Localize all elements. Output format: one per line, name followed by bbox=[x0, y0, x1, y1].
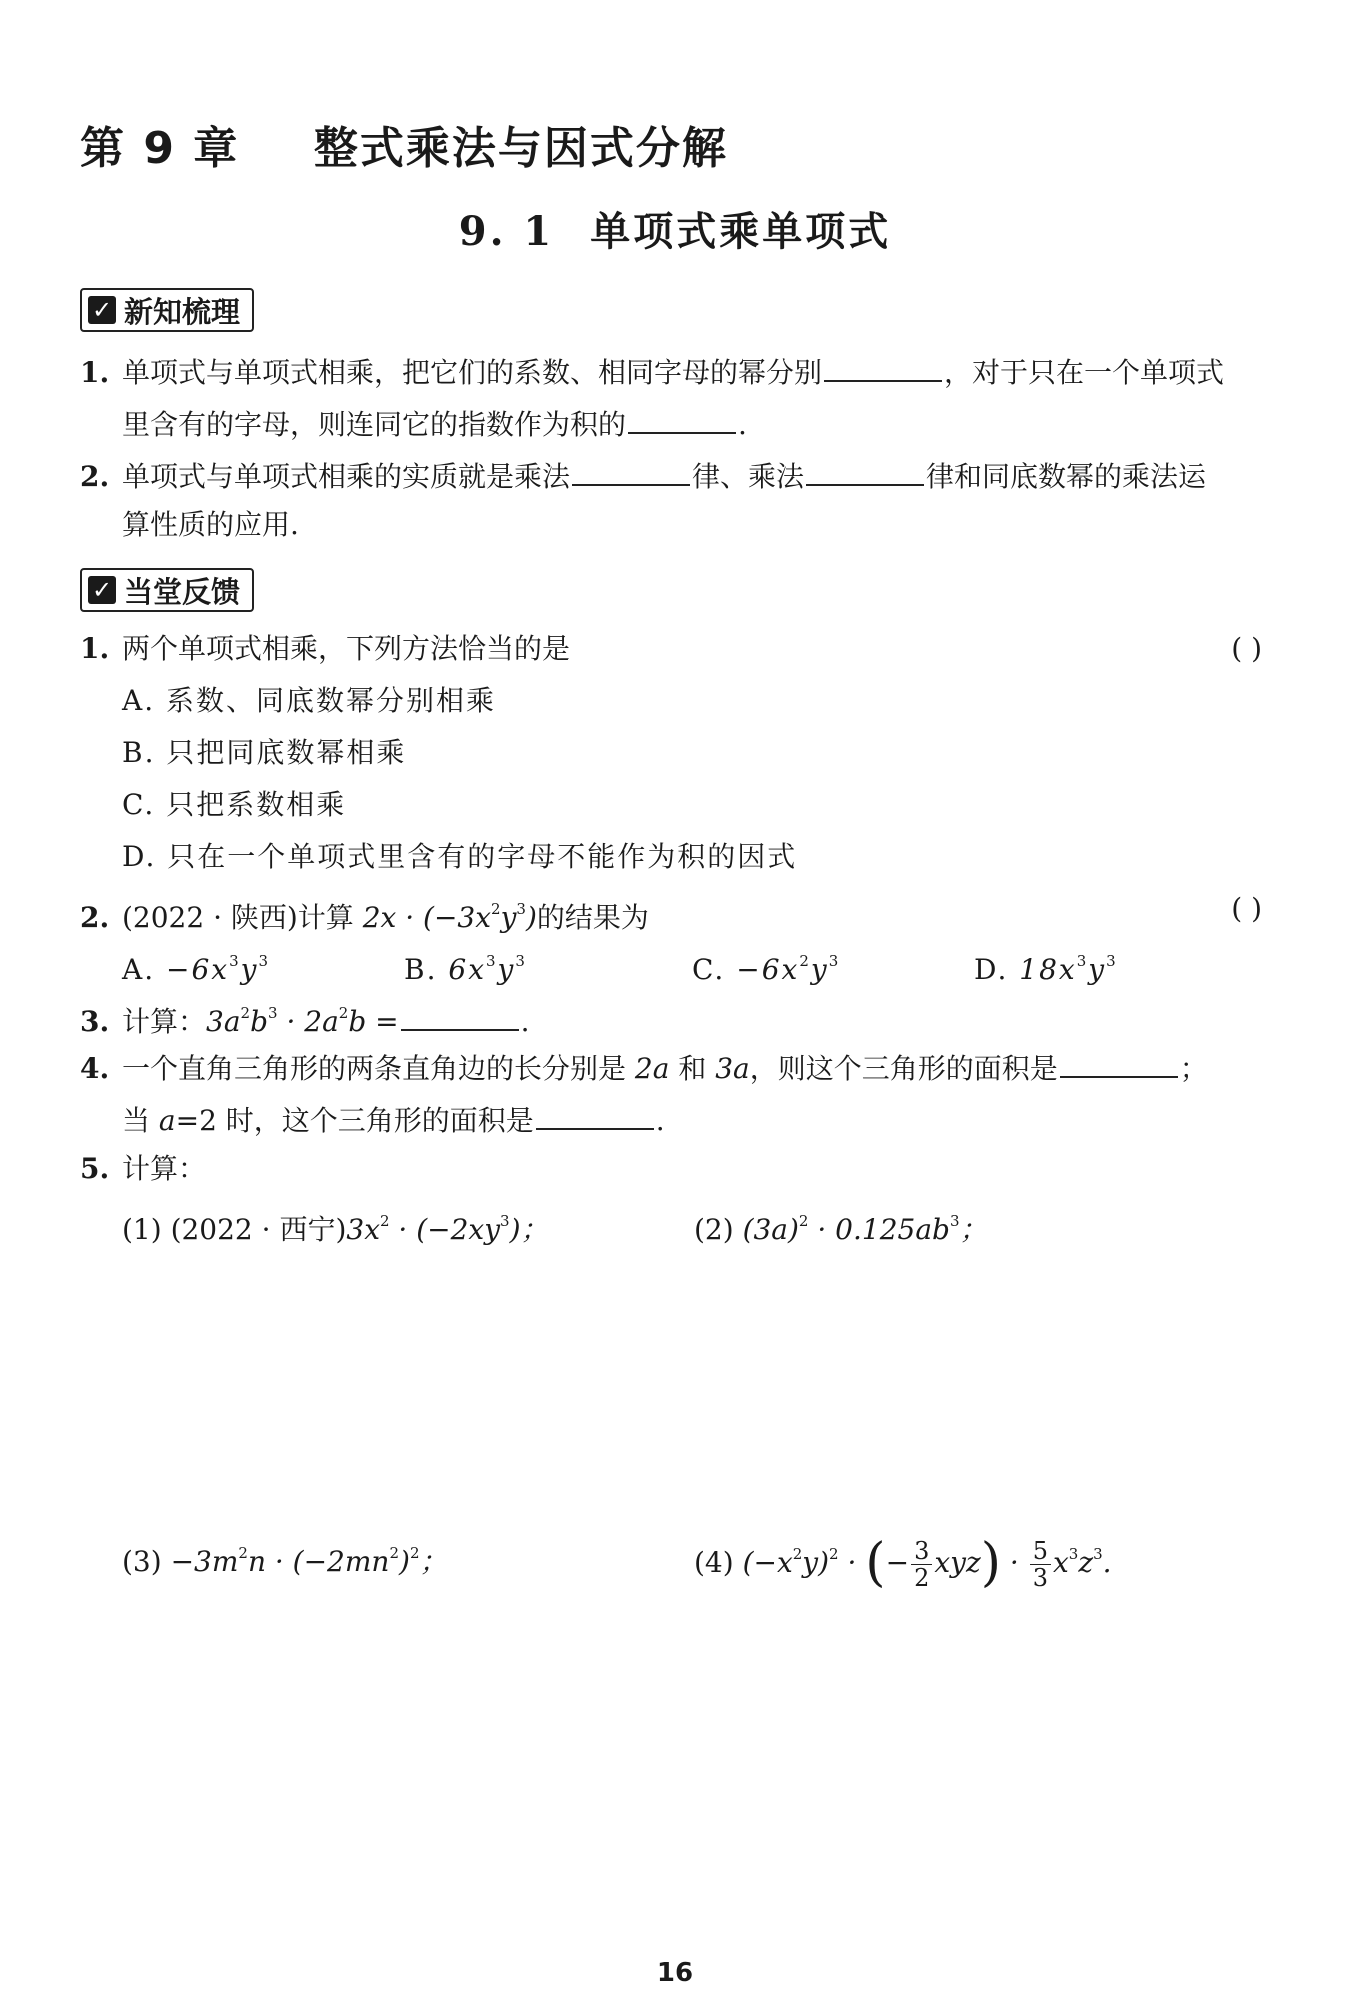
answer-blank bbox=[536, 1100, 654, 1130]
answer-blank bbox=[1060, 1048, 1178, 1078]
math-expression: $2x \cdot (-3x^2y^3)$ bbox=[362, 900, 537, 934]
knowledge-q1-line2: 里含有的字母，则连同它的指数作为积的 . bbox=[122, 404, 747, 442]
feedback-q5-part4: (4) $(-x^2y)^2$ · (− $\frac{3}{2}$ xyz) · $\frac{5}{3}$ $x^3z^3$. bbox=[694, 1533, 1112, 1593]
knowledge-q1-line1: 1. 单项式与单项式相乘，把它们的系数、相同字母的幂分别 ，对于只在一个单项式 bbox=[80, 352, 1224, 390]
feedback-q1: 1. 两个单项式相乘，下列方法恰当的是 bbox=[80, 632, 571, 665]
feedback-q4-line1: 4. 一个直角三角形的两条直角边的长分别是 2a 和 3a，则这个三角形的面积是 ； bbox=[80, 1048, 1208, 1086]
math-expression: $3a^2b^3 \cdot 2a^2b$ = bbox=[206, 1004, 399, 1038]
option-b: B. $6x^3y^3$ bbox=[404, 952, 527, 986]
chapter-title bbox=[80, 112, 728, 176]
knowledge-review-badge bbox=[80, 288, 254, 332]
chapter-number: 第 9 章 bbox=[80, 123, 240, 174]
section-number: 9. 1 bbox=[458, 208, 555, 255]
option-c: C. 只把系数相乘 bbox=[122, 788, 347, 821]
option-a: A. $-6x^3y^3$ bbox=[122, 952, 271, 986]
answer-blank bbox=[824, 352, 942, 382]
feedback-q5-part2: (2) $(3a)^2 \cdot 0.125ab^3$； bbox=[694, 1212, 988, 1246]
option-b: B. 只把同底数幂相乘 bbox=[122, 736, 407, 769]
answer-parentheses: ( ) bbox=[1231, 892, 1262, 925]
checkbox-icon: ✓ bbox=[88, 576, 116, 604]
knowledge-q2-line1: 2. 单项式与单项式相乘的实质就是乘法 律、乘法 律和同底数幂的乘法运 bbox=[80, 456, 1206, 494]
section-title bbox=[0, 200, 1350, 257]
answer-blank bbox=[628, 404, 736, 434]
chapter-name: 整式乘法与因式分解 bbox=[313, 123, 728, 174]
feedback-q5-part1: (1) (2022 · 西宁)$3x^2 \cdot (-2xy^3)$； bbox=[122, 1212, 549, 1246]
in-class-feedback-badge bbox=[80, 568, 254, 612]
feedback-q3: 3. 计算：$3a^2b^3 \cdot 2a^2b$ = . bbox=[80, 996, 530, 1039]
answer-blank bbox=[572, 456, 690, 486]
checkbox-icon: ✓ bbox=[88, 296, 116, 324]
page-number: 16 bbox=[656, 1958, 694, 1988]
feedback-q2: 2. (2022 · 陕西)计算 $2x \cdot (-3x^2y^3)$的结果为 bbox=[80, 900, 649, 934]
answer-blank bbox=[401, 1001, 519, 1031]
section-name: 单项式乘单项式 bbox=[590, 208, 892, 255]
answer-parentheses: ( ) bbox=[1231, 632, 1262, 665]
option-c: C. $-6x^2y^3$ bbox=[692, 952, 841, 986]
answer-blank bbox=[806, 456, 924, 486]
feedback-q5-part3: $(3) -3m^2n \cdot (-2mn^2)^2$； bbox=[122, 1544, 448, 1578]
knowledge-q2-line2: 算性质的应用. bbox=[122, 508, 299, 541]
badge-label: 当堂反馈 bbox=[124, 574, 241, 609]
option-d: D. 只在一个单项式里含有的字母不能作为积的因式 bbox=[122, 840, 798, 873]
option-d: D. $18x^3y^3$ bbox=[974, 952, 1118, 986]
feedback-q5: 5. 计算： bbox=[80, 1152, 207, 1185]
feedback-q4-line2: 当 a=2 时，这个三角形的面积是 . bbox=[122, 1100, 665, 1138]
badge-label: 新知梳理 bbox=[124, 294, 241, 329]
option-a: A. 系数、同底数幂分别相乘 bbox=[122, 684, 497, 717]
